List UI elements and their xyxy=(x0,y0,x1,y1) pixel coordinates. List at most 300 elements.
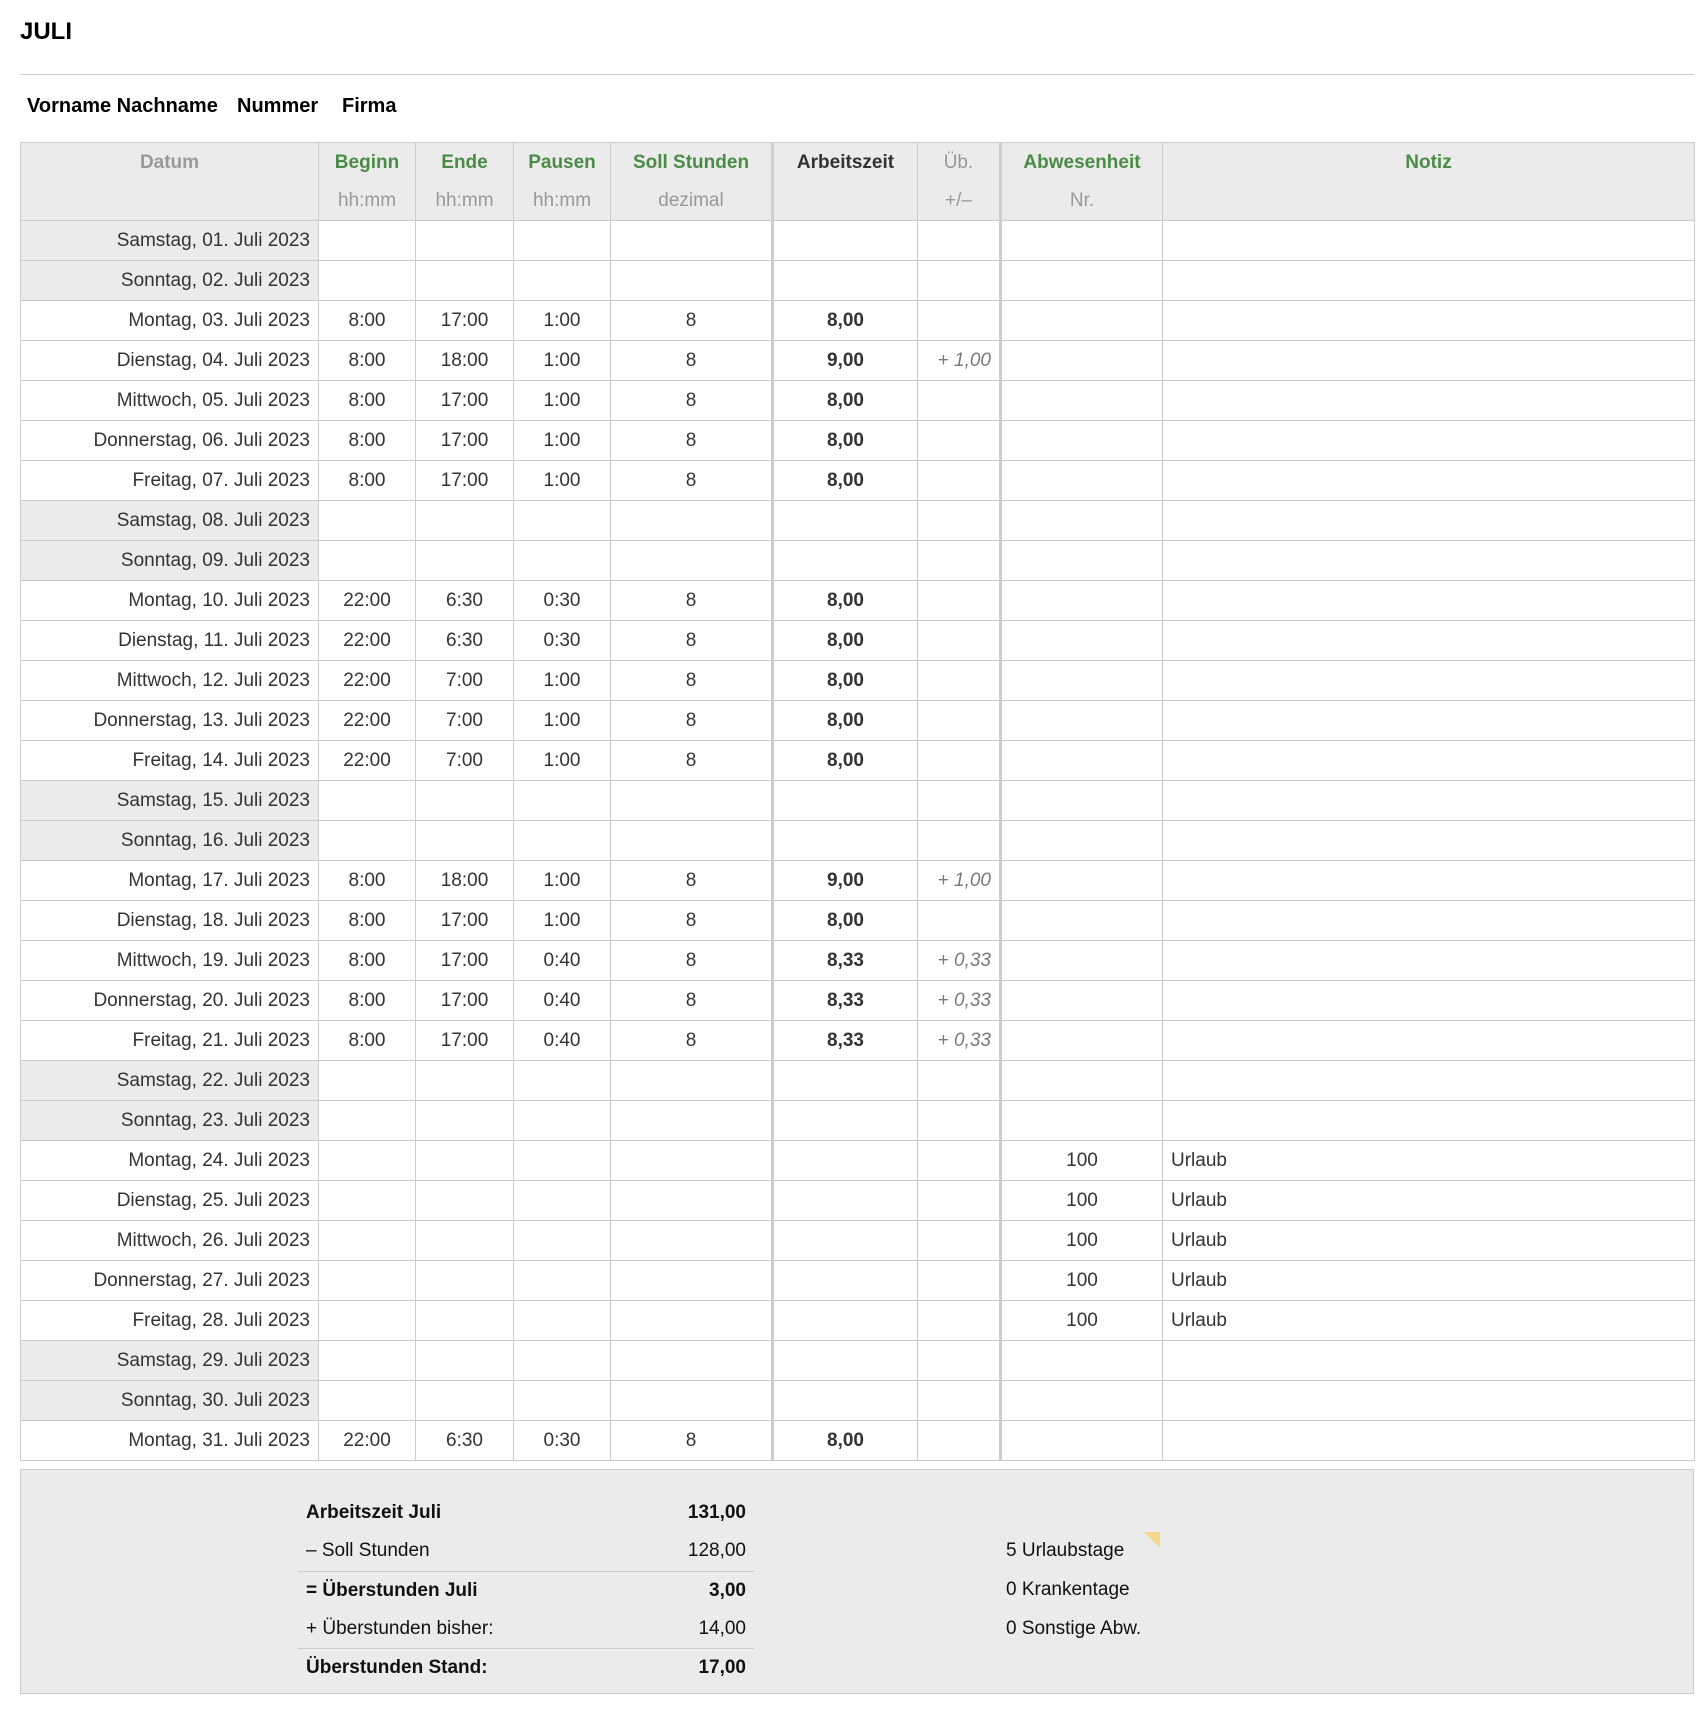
arbeitszeit-cell[interactable]: 8,00 xyxy=(773,421,918,461)
date-cell[interactable]: Freitag, 28. Juli 2023 xyxy=(21,1301,319,1341)
date-cell[interactable]: Samstag, 29. Juli 2023 xyxy=(21,1341,319,1381)
abwesenheit-cell[interactable] xyxy=(1001,1421,1163,1461)
date-cell[interactable]: Donnerstag, 13. Juli 2023 xyxy=(21,701,319,741)
date-cell[interactable]: Montag, 10. Juli 2023 xyxy=(21,581,319,621)
comment-indicator[interactable] xyxy=(1144,1532,1160,1548)
pausen-cell[interactable]: 1:00 xyxy=(514,301,611,341)
header-ub-unit: +/– xyxy=(918,183,1001,221)
beginn-cell[interactable] xyxy=(319,781,416,821)
pausen-cell[interactable]: 1:00 xyxy=(514,741,611,781)
soll-cell[interactable] xyxy=(611,1181,773,1221)
beginn-cell[interactable] xyxy=(319,1061,416,1101)
soll-cell[interactable] xyxy=(611,1341,773,1381)
ende-cell[interactable]: 17:00 xyxy=(416,941,514,981)
summary-soll xyxy=(298,1532,754,1570)
soll-cell[interactable]: 8 xyxy=(611,461,773,501)
ueberstunden-cell[interactable] xyxy=(918,261,1001,301)
ueberstunden-cell[interactable] xyxy=(918,1301,1001,1341)
table-row xyxy=(21,1261,1695,1301)
soll-cell[interactable]: 8 xyxy=(611,981,773,1021)
soll-cell[interactable]: 8 xyxy=(611,621,773,661)
beginn-cell[interactable]: 22:00 xyxy=(319,581,416,621)
abwesenheit-cell[interactable] xyxy=(1001,581,1163,621)
date-cell[interactable]: Donnerstag, 06. Juli 2023 xyxy=(21,421,319,461)
ueberstunden-cell[interactable]: + 0,33 xyxy=(918,1021,1001,1061)
ende-cell[interactable] xyxy=(416,1261,514,1301)
pausen-cell[interactable] xyxy=(514,1061,611,1101)
beginn-cell[interactable]: 22:00 xyxy=(319,1421,416,1461)
soll-cell[interactable]: 8 xyxy=(611,341,773,381)
notiz-cell[interactable] xyxy=(1163,301,1695,341)
beginn-cell[interactable] xyxy=(319,821,416,861)
notiz-cell[interactable] xyxy=(1163,1101,1695,1141)
notiz-cell[interactable] xyxy=(1163,981,1695,1021)
beginn-cell[interactable] xyxy=(319,1221,416,1261)
date-cell[interactable]: Mittwoch, 19. Juli 2023 xyxy=(21,941,319,981)
pausen-cell[interactable] xyxy=(514,541,611,581)
notiz-cell[interactable] xyxy=(1163,1421,1695,1461)
date-cell[interactable]: Sonntag, 30. Juli 2023 xyxy=(21,1381,319,1421)
summary-ueberstunden-value: 3,00 xyxy=(709,1580,746,1601)
abwesenheit-cell[interactable]: 100 xyxy=(1001,1181,1163,1221)
pausen-cell[interactable] xyxy=(514,1381,611,1421)
arbeitszeit-cell[interactable]: 8,33 xyxy=(773,941,918,981)
ueberstunden-cell[interactable] xyxy=(918,501,1001,541)
soll-cell[interactable] xyxy=(611,1101,773,1141)
soll-cell[interactable]: 8 xyxy=(611,901,773,941)
ende-cell[interactable] xyxy=(416,1101,514,1141)
arbeitszeit-cell[interactable]: 9,00 xyxy=(773,861,918,901)
ueberstunden-cell[interactable] xyxy=(918,301,1001,341)
ueberstunden-cell[interactable] xyxy=(918,821,1001,861)
abwesenheit-cell[interactable] xyxy=(1001,661,1163,701)
arbeitszeit-cell[interactable] xyxy=(773,1141,918,1181)
soll-cell[interactable]: 8 xyxy=(611,701,773,741)
pausen-cell[interactable]: 0:40 xyxy=(514,981,611,1021)
header-datum: Datum xyxy=(21,143,319,183)
ende-cell[interactable]: 17:00 xyxy=(416,381,514,421)
summary-stand xyxy=(298,1648,754,1687)
ueberstunden-cell[interactable] xyxy=(918,541,1001,581)
abwesenheit-cell[interactable] xyxy=(1001,1061,1163,1101)
soll-cell[interactable] xyxy=(611,1141,773,1181)
notiz-cell[interactable] xyxy=(1163,421,1695,461)
soll-cell[interactable] xyxy=(611,821,773,861)
beginn-cell[interactable]: 8:00 xyxy=(319,1021,416,1061)
beginn-cell[interactable] xyxy=(319,1181,416,1221)
date-cell[interactable]: Samstag, 01. Juli 2023 xyxy=(21,221,319,261)
pausen-cell[interactable] xyxy=(514,781,611,821)
arbeitszeit-cell[interactable]: 8,00 xyxy=(773,381,918,421)
notiz-cell[interactable] xyxy=(1163,381,1695,421)
abwesenheit-cell[interactable]: 100 xyxy=(1001,1301,1163,1341)
beginn-cell[interactable]: 8:00 xyxy=(319,901,416,941)
header-pausen-unit: hh:mm xyxy=(514,183,611,221)
arbeitszeit-cell[interactable] xyxy=(773,821,918,861)
date-cell[interactable]: Samstag, 08. Juli 2023 xyxy=(21,501,319,541)
ende-cell[interactable]: 18:00 xyxy=(416,861,514,901)
pausen-cell[interactable] xyxy=(514,261,611,301)
arbeitszeit-cell[interactable]: 8,00 xyxy=(773,621,918,661)
ende-cell[interactable]: 7:00 xyxy=(416,741,514,781)
notiz-cell[interactable]: Urlaub xyxy=(1163,1221,1695,1261)
abwesenheit-cell[interactable] xyxy=(1001,261,1163,301)
abwesenheit-cell[interactable] xyxy=(1001,901,1163,941)
notiz-cell[interactable]: Urlaub xyxy=(1163,1261,1695,1301)
beginn-cell[interactable]: 8:00 xyxy=(319,301,416,341)
ueberstunden-cell[interactable] xyxy=(918,621,1001,661)
arbeitszeit-cell[interactable] xyxy=(773,1261,918,1301)
pausen-cell[interactable] xyxy=(514,1141,611,1181)
notiz-cell[interactable] xyxy=(1163,461,1695,501)
ueberstunden-cell[interactable] xyxy=(918,701,1001,741)
pausen-cell[interactable]: 1:00 xyxy=(514,661,611,701)
ende-cell[interactable] xyxy=(416,821,514,861)
pausen-cell[interactable] xyxy=(514,1181,611,1221)
soll-cell[interactable]: 8 xyxy=(611,741,773,781)
ueberstunden-cell[interactable] xyxy=(918,381,1001,421)
abwesenheit-cell[interactable] xyxy=(1001,781,1163,821)
table-row xyxy=(21,421,1695,461)
ueberstunden-cell[interactable] xyxy=(918,1221,1001,1261)
pausen-cell[interactable]: 1:00 xyxy=(514,461,611,501)
notiz-cell[interactable] xyxy=(1163,1381,1695,1421)
ende-cell[interactable]: 17:00 xyxy=(416,301,514,341)
beginn-cell[interactable]: 8:00 xyxy=(319,941,416,981)
soll-cell[interactable] xyxy=(611,1301,773,1341)
ende-cell[interactable]: 17:00 xyxy=(416,1021,514,1061)
beginn-cell[interactable]: 22:00 xyxy=(319,621,416,661)
ende-cell[interactable]: 17:00 xyxy=(416,901,514,941)
arbeitszeit-cell[interactable]: 8,00 xyxy=(773,581,918,621)
notiz-cell[interactable] xyxy=(1163,501,1695,541)
arbeitszeit-cell[interactable]: 8,33 xyxy=(773,1021,918,1061)
ende-cell[interactable]: 6:30 xyxy=(416,1421,514,1461)
notiz-cell[interactable] xyxy=(1163,661,1695,701)
soll-cell[interactable]: 8 xyxy=(611,381,773,421)
notiz-cell[interactable] xyxy=(1163,1021,1695,1061)
ueberstunden-cell[interactable] xyxy=(918,781,1001,821)
date-cell[interactable]: Sonntag, 16. Juli 2023 xyxy=(21,821,319,861)
pausen-cell[interactable] xyxy=(514,1261,611,1301)
beginn-cell[interactable]: 22:00 xyxy=(319,701,416,741)
date-cell[interactable]: Donnerstag, 20. Juli 2023 xyxy=(21,981,319,1021)
soll-cell[interactable]: 8 xyxy=(611,301,773,341)
arbeitszeit-cell[interactable] xyxy=(773,1181,918,1221)
pausen-cell[interactable]: 1:00 xyxy=(514,341,611,381)
table-row xyxy=(21,1101,1695,1141)
arbeitszeit-cell[interactable]: 8,00 xyxy=(773,701,918,741)
abwesenheit-cell[interactable] xyxy=(1001,1341,1163,1381)
abwesenheit-cell[interactable] xyxy=(1001,461,1163,501)
table-row xyxy=(21,1221,1695,1261)
beginn-cell[interactable]: 8:00 xyxy=(319,861,416,901)
date-cell[interactable]: Dienstag, 04. Juli 2023 xyxy=(21,341,319,381)
abwesenheit-cell[interactable]: 100 xyxy=(1001,1141,1163,1181)
ueberstunden-cell[interactable] xyxy=(918,1101,1001,1141)
date-cell[interactable]: Dienstag, 18. Juli 2023 xyxy=(21,901,319,941)
ende-cell[interactable] xyxy=(416,261,514,301)
pausen-cell[interactable] xyxy=(514,501,611,541)
beginn-cell[interactable] xyxy=(319,261,416,301)
beginn-cell[interactable] xyxy=(319,1261,416,1301)
abwesenheit-cell[interactable] xyxy=(1001,421,1163,461)
abwesenheit-cell[interactable]: 100 xyxy=(1001,1221,1163,1261)
ende-cell[interactable] xyxy=(416,1301,514,1341)
notiz-cell[interactable] xyxy=(1163,901,1695,941)
beginn-cell[interactable] xyxy=(319,541,416,581)
soll-cell[interactable] xyxy=(611,261,773,301)
ende-cell[interactable] xyxy=(416,781,514,821)
arbeitszeit-cell[interactable] xyxy=(773,541,918,581)
ueberstunden-cell[interactable] xyxy=(918,1261,1001,1301)
ende-cell[interactable] xyxy=(416,501,514,541)
ueberstunden-cell[interactable] xyxy=(918,661,1001,701)
soll-cell[interactable]: 8 xyxy=(611,1421,773,1461)
notiz-cell[interactable] xyxy=(1163,341,1695,381)
ueberstunden-cell[interactable] xyxy=(918,461,1001,501)
arbeitszeit-cell[interactable] xyxy=(773,1341,918,1381)
date-cell[interactable]: Mittwoch, 05. Juli 2023 xyxy=(21,381,319,421)
pausen-cell[interactable]: 0:40 xyxy=(514,1021,611,1061)
arbeitszeit-cell[interactable]: 8,00 xyxy=(773,461,918,501)
abwesenheit-cell[interactable]: 100 xyxy=(1001,1261,1163,1301)
ueberstunden-cell[interactable] xyxy=(918,221,1001,261)
ueberstunden-cell[interactable]: + 0,33 xyxy=(918,981,1001,1021)
soll-cell[interactable] xyxy=(611,1061,773,1101)
ende-cell[interactable] xyxy=(416,221,514,261)
date-cell[interactable]: Freitag, 07. Juli 2023 xyxy=(21,461,319,501)
abwesenheit-cell[interactable] xyxy=(1001,341,1163,381)
date-cell[interactable]: Montag, 03. Juli 2023 xyxy=(21,301,319,341)
abwesenheit-cell[interactable] xyxy=(1001,301,1163,341)
ende-cell[interactable]: 17:00 xyxy=(416,461,514,501)
ende-cell[interactable]: 17:00 xyxy=(416,981,514,1021)
beginn-cell[interactable]: 22:00 xyxy=(319,741,416,781)
date-cell[interactable]: Mittwoch, 12. Juli 2023 xyxy=(21,661,319,701)
ueberstunden-cell[interactable]: + 1,00 xyxy=(918,341,1001,381)
summary-ueberstunden-label: = Überstunden Juli xyxy=(306,1580,478,1601)
ueberstunden-cell[interactable]: + 1,00 xyxy=(918,861,1001,901)
arbeitszeit-cell[interactable] xyxy=(773,1101,918,1141)
date-cell[interactable]: Freitag, 21. Juli 2023 xyxy=(21,1021,319,1061)
beginn-cell[interactable] xyxy=(319,1381,416,1421)
date-cell[interactable]: Samstag, 15. Juli 2023 xyxy=(21,781,319,821)
beginn-cell[interactable] xyxy=(319,1301,416,1341)
arbeitszeit-cell[interactable] xyxy=(773,1301,918,1341)
abwesenheit-cell[interactable] xyxy=(1001,541,1163,581)
notiz-cell[interactable] xyxy=(1163,581,1695,621)
ende-cell[interactable] xyxy=(416,1221,514,1261)
header-soll: Soll Stunden xyxy=(611,143,773,183)
beginn-cell[interactable] xyxy=(319,1141,416,1181)
abwesenheit-cell[interactable] xyxy=(1001,1021,1163,1061)
notiz-cell[interactable] xyxy=(1163,1061,1695,1101)
ende-cell[interactable]: 6:30 xyxy=(416,581,514,621)
pausen-cell[interactable]: 1:00 xyxy=(514,701,611,741)
arbeitszeit-cell[interactable]: 8,00 xyxy=(773,901,918,941)
pausen-cell[interactable]: 0:30 xyxy=(514,621,611,661)
abwesenheit-cell[interactable] xyxy=(1001,1381,1163,1421)
soll-cell[interactable] xyxy=(611,221,773,261)
ueberstunden-cell[interactable] xyxy=(918,1181,1001,1221)
notiz-cell[interactable] xyxy=(1163,781,1695,821)
soll-cell[interactable] xyxy=(611,1381,773,1421)
soll-cell[interactable] xyxy=(611,781,773,821)
ende-cell[interactable] xyxy=(416,1141,514,1181)
ueberstunden-cell[interactable] xyxy=(918,1341,1001,1381)
notiz-cell[interactable] xyxy=(1163,261,1695,301)
abwesenheit-cell[interactable] xyxy=(1001,981,1163,1021)
arbeitszeit-cell[interactable] xyxy=(773,1381,918,1421)
abwesenheit-cell[interactable] xyxy=(1001,701,1163,741)
pausen-cell[interactable] xyxy=(514,1221,611,1261)
date-cell[interactable]: Montag, 31. Juli 2023 xyxy=(21,1421,319,1461)
soll-cell[interactable]: 8 xyxy=(611,861,773,901)
table-row xyxy=(21,261,1695,301)
abwesenheit-cell[interactable] xyxy=(1001,621,1163,661)
ueberstunden-cell[interactable] xyxy=(918,901,1001,941)
soll-cell[interactable]: 8 xyxy=(611,421,773,461)
pausen-cell[interactable]: 0:30 xyxy=(514,1421,611,1461)
notiz-cell[interactable]: Urlaub xyxy=(1163,1141,1695,1181)
pausen-cell[interactable]: 1:00 xyxy=(514,861,611,901)
pausen-cell[interactable]: 0:40 xyxy=(514,941,611,981)
abwesenheit-cell[interactable] xyxy=(1001,501,1163,541)
notiz-cell[interactable] xyxy=(1163,741,1695,781)
summary-arbeitszeit-label: Arbeitszeit Juli xyxy=(306,1502,442,1523)
arbeitszeit-cell[interactable] xyxy=(773,1061,918,1101)
page-title: JULI xyxy=(20,18,73,45)
beginn-cell[interactable] xyxy=(319,501,416,541)
date-cell[interactable]: Dienstag, 11. Juli 2023 xyxy=(21,621,319,661)
ueberstunden-cell[interactable] xyxy=(918,1061,1001,1101)
abwesenheit-cell[interactable] xyxy=(1001,381,1163,421)
table-row xyxy=(21,1421,1695,1461)
beginn-cell[interactable]: 8:00 xyxy=(319,421,416,461)
beginn-cell[interactable]: 8:00 xyxy=(319,381,416,421)
date-cell[interactable]: Montag, 17. Juli 2023 xyxy=(21,861,319,901)
arbeitszeit-cell[interactable]: 8,00 xyxy=(773,1421,918,1461)
pausen-cell[interactable]: 0:30 xyxy=(514,581,611,621)
ueberstunden-cell[interactable] xyxy=(918,581,1001,621)
arbeitszeit-cell[interactable]: 8,33 xyxy=(773,981,918,1021)
abwesenheit-cell[interactable] xyxy=(1001,741,1163,781)
beginn-cell[interactable]: 8:00 xyxy=(319,341,416,381)
ende-cell[interactable]: 7:00 xyxy=(416,701,514,741)
beginn-cell[interactable] xyxy=(319,221,416,261)
notiz-cell[interactable] xyxy=(1163,541,1695,581)
arbeitszeit-cell[interactable]: 8,00 xyxy=(773,741,918,781)
ende-cell[interactable] xyxy=(416,1341,514,1381)
notiz-cell[interactable] xyxy=(1163,621,1695,661)
arbeitszeit-cell[interactable] xyxy=(773,221,918,261)
notiz-cell[interactable]: Urlaub xyxy=(1163,1301,1695,1341)
ende-cell[interactable]: 7:00 xyxy=(416,661,514,701)
pausen-cell[interactable] xyxy=(514,1301,611,1341)
pausen-cell[interactable] xyxy=(514,221,611,261)
date-cell[interactable]: Samstag, 22. Juli 2023 xyxy=(21,1061,319,1101)
ende-cell[interactable] xyxy=(416,541,514,581)
ende-cell[interactable] xyxy=(416,1381,514,1421)
arbeitszeit-cell[interactable] xyxy=(773,261,918,301)
ueberstunden-cell[interactable] xyxy=(918,741,1001,781)
summary-ueberstunden xyxy=(298,1571,754,1610)
beginn-cell[interactable] xyxy=(319,1341,416,1381)
notiz-cell[interactable] xyxy=(1163,1341,1695,1381)
pausen-cell[interactable]: 1:00 xyxy=(514,421,611,461)
notiz-cell[interactable] xyxy=(1163,861,1695,901)
date-cell[interactable]: Sonntag, 23. Juli 2023 xyxy=(21,1101,319,1141)
beginn-cell[interactable] xyxy=(319,1101,416,1141)
ende-cell[interactable] xyxy=(416,1061,514,1101)
table-row xyxy=(21,661,1695,701)
abwesenheit-cell[interactable] xyxy=(1001,941,1163,981)
ende-cell[interactable]: 17:00 xyxy=(416,421,514,461)
notiz-cell[interactable] xyxy=(1163,701,1695,741)
ende-cell[interactable] xyxy=(416,1181,514,1221)
soll-cell[interactable]: 8 xyxy=(611,661,773,701)
notiz-cell[interactable] xyxy=(1163,221,1695,261)
ueberstunden-cell[interactable]: + 0,33 xyxy=(918,941,1001,981)
soll-cell[interactable]: 8 xyxy=(611,941,773,981)
abwesenheit-cell[interactable] xyxy=(1001,861,1163,901)
date-cell[interactable]: Sonntag, 09. Juli 2023 xyxy=(21,541,319,581)
date-cell[interactable]: Freitag, 14. Juli 2023 xyxy=(21,741,319,781)
notiz-cell[interactable] xyxy=(1163,821,1695,861)
date-cell[interactable]: Mittwoch, 26. Juli 2023 xyxy=(21,1221,319,1261)
pausen-cell[interactable] xyxy=(514,1101,611,1141)
arbeitszeit-cell[interactable] xyxy=(773,501,918,541)
ueberstunden-cell[interactable] xyxy=(918,1421,1001,1461)
date-cell[interactable]: Montag, 24. Juli 2023 xyxy=(21,1141,319,1181)
soll-cell[interactable] xyxy=(611,1221,773,1261)
arbeitszeit-cell[interactable] xyxy=(773,1221,918,1261)
pausen-cell[interactable] xyxy=(514,821,611,861)
header-beginn: Beginn xyxy=(319,143,416,183)
pausen-cell[interactable] xyxy=(514,1341,611,1381)
pausen-cell[interactable]: 1:00 xyxy=(514,901,611,941)
ueberstunden-cell[interactable] xyxy=(918,1141,1001,1181)
arbeitszeit-cell[interactable]: 9,00 xyxy=(773,341,918,381)
soll-cell[interactable] xyxy=(611,501,773,541)
notiz-cell[interactable]: Urlaub xyxy=(1163,1181,1695,1221)
beginn-cell[interactable]: 22:00 xyxy=(319,661,416,701)
soll-cell[interactable]: 8 xyxy=(611,581,773,621)
arbeitszeit-cell[interactable]: 8,00 xyxy=(773,661,918,701)
pausen-cell[interactable]: 1:00 xyxy=(514,381,611,421)
beginn-cell[interactable]: 8:00 xyxy=(319,981,416,1021)
arbeitszeit-cell[interactable]: 8,00 xyxy=(773,301,918,341)
soll-cell[interactable] xyxy=(611,1261,773,1301)
soll-cell[interactable] xyxy=(611,541,773,581)
date-cell[interactable]: Dienstag, 25. Juli 2023 xyxy=(21,1181,319,1221)
notiz-cell[interactable] xyxy=(1163,941,1695,981)
abwesenheit-cell[interactable] xyxy=(1001,1101,1163,1141)
abwesenheit-cell[interactable] xyxy=(1001,821,1163,861)
header-abwesenheit: Abwesenheit xyxy=(1001,143,1163,183)
ende-cell[interactable]: 18:00 xyxy=(416,341,514,381)
arbeitszeit-cell[interactable] xyxy=(773,781,918,821)
date-cell[interactable]: Donnerstag, 27. Juli 2023 xyxy=(21,1261,319,1301)
soll-cell[interactable]: 8 xyxy=(611,1021,773,1061)
ueberstunden-cell[interactable] xyxy=(918,1381,1001,1421)
ende-cell[interactable]: 6:30 xyxy=(416,621,514,661)
beginn-cell[interactable]: 8:00 xyxy=(319,461,416,501)
date-cell[interactable]: Sonntag, 02. Juli 2023 xyxy=(21,261,319,301)
abwesenheit-cell[interactable] xyxy=(1001,221,1163,261)
ueberstunden-cell[interactable] xyxy=(918,421,1001,461)
